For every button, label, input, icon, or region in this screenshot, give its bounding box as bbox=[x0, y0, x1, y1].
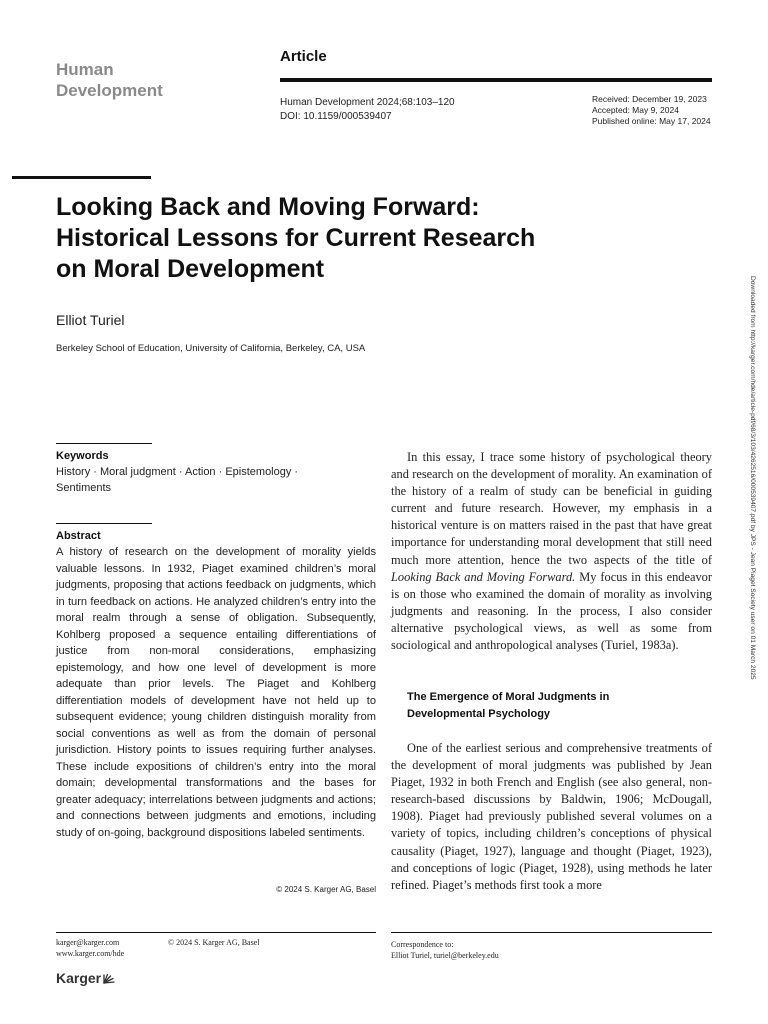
publisher-contact bbox=[56, 937, 124, 959]
journal-name bbox=[56, 59, 163, 101]
publisher-email[interactable]: karger@karger.com bbox=[56, 938, 120, 947]
footer-rule-right bbox=[391, 932, 712, 933]
karger-logo bbox=[56, 970, 116, 986]
footer-rule-left bbox=[56, 932, 376, 933]
body-paragraph-2: One of the earliest serious and comprehensive treatments of the development of moral judgments was published by Jean Piaget, 1932 in both French and English (see also general, non-research-based discussions by Baldwin, 1906; McDougall, 1908). Piaget had previously published several volumes on a variety of topics, including children’s conceptions of physical causality (Piaget, 1927), language and thought (Piaget, 1923), and conceptions of logic (Piaget, 1928), using methods he later refined. Piaget’s methods first took a more bbox=[391, 741, 712, 892]
journal-name-line2: Development bbox=[56, 81, 163, 100]
title-line-2: Historical Lessons for Current Research bbox=[56, 224, 536, 252]
journal-name-line1: Human bbox=[56, 60, 114, 79]
published-date: Published online: May 17, 2024 bbox=[592, 116, 711, 126]
footer-copyright: © 2024 S. Karger AG, Basel bbox=[168, 938, 260, 947]
publisher-website[interactable]: www.karger.com/hde bbox=[56, 949, 125, 958]
section-heading-line1: The Emergence of Moral Judgments in bbox=[407, 691, 610, 703]
author-name: Elliot Turiel bbox=[56, 312, 125, 328]
correspondence-label: Correspondence to: bbox=[391, 940, 454, 949]
keywords-list: History · Moral judgment · Action · Epistemology · Sentiments bbox=[56, 466, 299, 494]
correspondence-block bbox=[391, 939, 499, 961]
received-date: Received: December 19, 2023 bbox=[592, 94, 707, 104]
title-line-3: on Moral Development bbox=[56, 255, 325, 283]
body-p1-end: My focus in this endeavor is on those who examined the domain of morality as involving judgments and reasoning. In the process, I also consider alternative psychological views, as well as some from sociological and anthropological analyses (Turiel, 1983a). bbox=[391, 569, 712, 653]
article-title bbox=[56, 192, 616, 285]
karger-logo-text: Karger bbox=[56, 970, 102, 986]
section-heading bbox=[407, 689, 697, 723]
article-type-label: Article bbox=[280, 48, 327, 65]
accepted-date: Accepted: May 9, 2024 bbox=[592, 105, 679, 115]
body-p1-start: In this essay, I trace some history of psychological theory and research on the development of morality. An examination of the history of a realm of study can be beneficial in guiding current and future research. However, my emphasis in a historical venture is on matters raised in the past that have great importance for understanding moral development that still need much more attention, hence the two aspects of the title of bbox=[391, 450, 712, 567]
doi-link[interactable]: DOI: 10.1159/000539407 bbox=[280, 111, 392, 122]
abstract-copyright: © 2024 S. Karger AG, Basel bbox=[276, 885, 376, 894]
citation: Human Development 2024;68:103–120 bbox=[280, 97, 455, 108]
author-affiliation: Berkeley School of Education, University of California, Berkeley, CA, USA bbox=[56, 343, 366, 354]
download-notice: Downloaded from http://karger.com/hde/article-pdf/68/3/103/4262516/000539407.pdf by JPS - Jean Piaget Society user on 01 March 2025 bbox=[749, 276, 756, 680]
title-line-1: Looking Back and Moving Forward: bbox=[56, 193, 480, 221]
abstract-rule bbox=[56, 523, 152, 524]
header-rule bbox=[280, 78, 712, 82]
section-heading-line2: Developmental Psychology bbox=[407, 708, 551, 720]
citation-block bbox=[280, 96, 455, 124]
correspondence-contact[interactable]: Elliot Turiel, turiel@berkeley.edu bbox=[391, 951, 499, 960]
keywords-rule bbox=[56, 443, 152, 444]
abstract-text: A history of research on the development of morality yields valuable lessons. In 1932, Piaget examined children’s moral judgments, proposing that actions feedback on judgments, which in turn feedback on actions. He analyzed children’s entry into the moral realm through a sense of obligation. Subsequently, Kohlberg proposed a sequence entailing differentiations of justice from non-moral considerations, emphasizing epistemology, and how one level of development is more adequate than prior levels. The Piaget and Kohlberg differentiation models of development have not held up to subsequent evidence; young children distinguish morality from social conventions as well as from the domain of personal jurisdiction. History points to issues requiring further analyses. These include expositions of children’s entry into the moral domain; developmental transformations and the bases for greater adequacy; interrelations between judgments and actions; and connections between judgments and emotions, including study of on-going, background dispositions labeled sentiments. bbox=[56, 546, 376, 839]
title-rule bbox=[12, 176, 151, 179]
abstract-label: Abstract bbox=[56, 530, 101, 542]
keywords-label: Keywords bbox=[56, 450, 109, 462]
karger-sunburst-icon bbox=[102, 971, 116, 985]
publication-dates bbox=[592, 94, 711, 127]
body-paragraph-1 bbox=[391, 449, 712, 654]
body-p1-title-italic: Looking Back and Moving Forward. bbox=[391, 569, 576, 584]
